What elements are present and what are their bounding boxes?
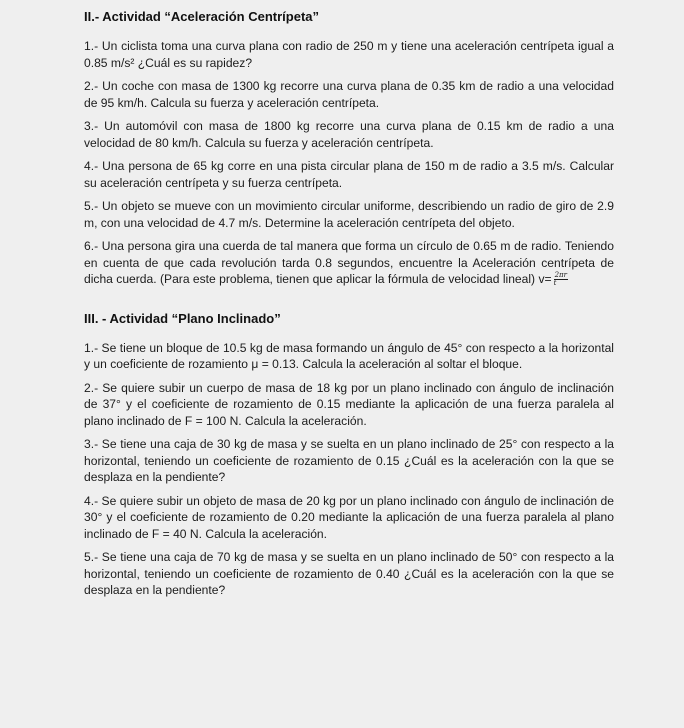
- problem-item: 5.- Se tiene una caja de 70 kg de masa y se suelta en un plano inclinado de 50° con respecto a la horizontal, teniendo un coeficiente de rozamiento de 0.40 ¿Cuál es la aceleración con la que se desplaza en la pendiente?: [84, 550, 614, 597]
- section-inclined-plane: [84, 310, 614, 599]
- problem-item: 2.- Un coche con masa de 1300 kg recorre una curva plana de 0.35 km de radio a una velocidad de 95 km/h. Calcula su fuerza y aceleración centrípeta.: [84, 79, 614, 110]
- problem-item: 1.- Se tiene un bloque de 10.5 kg de masa formando un ángulo de 45° con respecto a la horizontal y un coeficiente de rozamiento μ = 0.13. Calcula la aceleración al soltar el bloque.: [84, 340, 614, 371]
- problem-item: 3.- Un automóvil con masa de 1800 kg recorre una curva plana de 0.15 km de radio a una velocidad de 80 km/h. Calcula su fuerza y aceleración centrípeta.: [84, 119, 614, 150]
- problem-item: 5.- Un objeto se mueve con un movimiento circular uniforme, describiendo un radio de giro de 2.9 m, con una velocidad de 4.7 m/s. Determine la aceleración centrípeta del objeto.: [84, 199, 614, 230]
- problem-item: 2.- Se quiere subir un cuerpo de masa de 18 kg por un plano inclinado con ángulo de inclinación de 37° y el coeficiente de rozamiento de 0.15 mediante la aplicación de una fuerza paralela al plano inclinado de F = 100 N. Calcula la aceleración.: [84, 380, 614, 428]
- velocity-formula: [554, 272, 568, 287]
- problem-item: 4.- Se quiere subir un objeto de masa de 20 kg por un plano inclinado con ángulo de inclinación de 30° y el coeficiente de rozamiento de 0.20 mediante la aplicación de una fuerza paralela al plano inclinado de F = 40 N. Calcula la aceleración.: [84, 493, 614, 541]
- problem-item: 3.- Se tiene una caja de 30 kg de masa y se suelta en un plano inclinado de 25° con respecto a la horizontal, teniendo un coeficiente de rozamiento de 0.15 ¿Cuál es la aceleración con la que se desplaza en la pendiente?: [84, 437, 614, 484]
- problem-item: 1.- Un ciclista toma una curva plana con radio de 250 m y tiene una aceleración centrípeta igual a 0.85 m/s² ¿Cuál es su rapidez?: [84, 39, 614, 70]
- problem-item-with-formula: [84, 238, 614, 288]
- problem-text: 6.- Una persona gira una cuerda de tal manera que forma un círculo de 0.65 m de radio. Teniendo en cuenta de que cada revolución tarda 0.8 segundos, encuentre la Aceleración centrípeta de dicha cuerda. (Para este problema, tienen que aplicar la fórmula de velocidad lineal) v=: [84, 239, 614, 286]
- section-centripetal-acceleration: [84, 8, 614, 288]
- section-title: III. - Actividad “Plano Inclinado”: [84, 310, 281, 326]
- section-title: II.- Actividad “Aceleración Centrípeta”: [84, 9, 320, 24]
- formula-denominator: t: [553, 279, 557, 288]
- problem-item: 4.- Una persona de 65 kg corre en una pista circular plana de 150 m de radio a 3.5 m/s. Calcular su aceleración centrípeta y su fuerza centrípeta.: [84, 159, 614, 190]
- formula-numerator: 2πr: [554, 271, 567, 280]
